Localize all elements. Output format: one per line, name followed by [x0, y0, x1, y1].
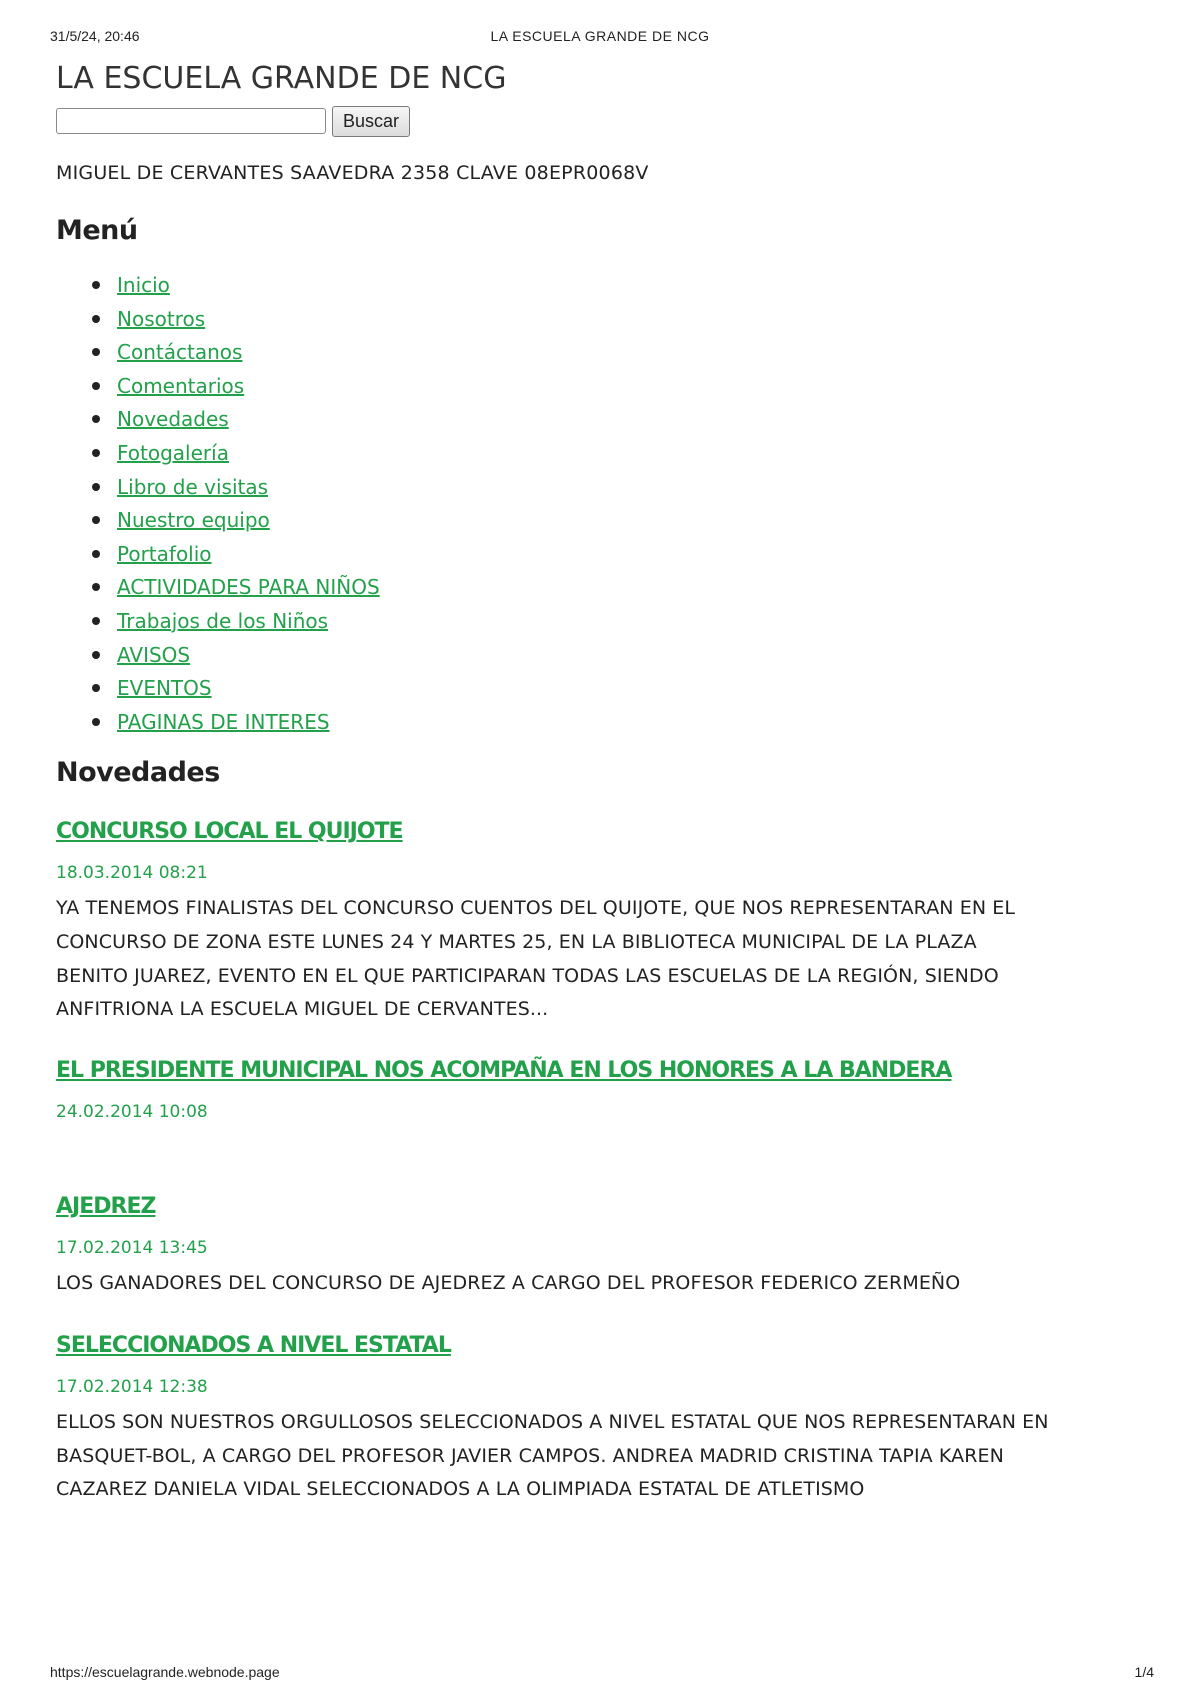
menu-link[interactable]: Libro de visitas [117, 474, 269, 499]
menu-item [56, 371, 1146, 405]
menu-link[interactable]: Inicio [117, 273, 170, 297]
menu-link[interactable]: Portafolio [117, 541, 212, 566]
news-item [56, 1332, 1146, 1507]
menu-link[interactable]: Nuestro equipo [117, 508, 270, 533]
news-title-link[interactable]: EL PRESIDENTE MUNICIPAL NOS ACOMPAÑA EN LOS HONORES A LA BANDERA [56, 1057, 952, 1083]
menu-item [56, 505, 1146, 539]
menu-link[interactable]: Fotogalería [117, 440, 229, 465]
menu-item [56, 707, 1146, 741]
print-title: LA ESCUELA GRANDE DE NCG [490, 28, 710, 44]
menu-link[interactable]: EVENTOS [117, 676, 212, 701]
news-title-link[interactable]: CONCURSO LOCAL EL QUIJOTE [56, 819, 403, 845]
menu-item [56, 337, 1146, 371]
news-item [56, 818, 1146, 1026]
bullet-icon [92, 684, 100, 692]
news-item [56, 1193, 1146, 1301]
print-header [0, 28, 1200, 48]
news-list [56, 818, 1146, 1507]
menu-link[interactable]: Novedades [117, 407, 229, 432]
bullet-icon [92, 718, 100, 726]
menu-list [56, 270, 1146, 740]
menu-link[interactable]: ACTIVIDADES PARA NIÑOS [117, 575, 380, 600]
menu-item [56, 304, 1146, 338]
bullet-icon [92, 449, 100, 457]
bullet-icon [92, 415, 100, 423]
news-body-line: CONCURSO DE ZONA ESTE LUNES 24 Y MARTES 25, EN LA BIBLIOTECA MUNICIPAL DE LA PLAZA [56, 930, 977, 953]
page-content [56, 60, 1146, 1507]
news-body-line: ANFITRIONA LA ESCUELA MIGUEL DE CERVANTES... [56, 998, 549, 1021]
news-body [56, 892, 1146, 1026]
school-info: MIGUEL DE CERVANTES SAAVEDRA 2358 CLAVE 08EPR0068V [56, 162, 649, 184]
news-body-line: LOS GANADORES DEL CONCURSO DE AJEDREZ A CARGO DEL PROFESOR FEDERICO ZERMEÑO [56, 1271, 961, 1294]
menu-link[interactable]: Trabajos de los Niños [117, 608, 329, 633]
menu-link[interactable]: Nosotros [117, 306, 206, 331]
bullet-icon [92, 483, 100, 491]
news-body [56, 1406, 1146, 1507]
news-body-line: ELLOS SON NUESTROS ORGULLOSOS SELECCIONADOS A NIVEL ESTATAL QUE NOS REPRESENTARAN EN [56, 1411, 1049, 1434]
bullet-icon [92, 516, 100, 524]
print-footer [0, 1664, 1200, 1684]
news-date: 24.02.2014 10:08 [56, 1101, 208, 1122]
search-input[interactable] [56, 108, 326, 134]
bullet-icon [92, 550, 100, 558]
menu-link[interactable]: PAGINAS DE INTERES [117, 709, 330, 734]
news-spacer [56, 1123, 1146, 1149]
news-body [56, 1267, 1146, 1301]
novedades-heading: Novedades [56, 757, 220, 789]
menu-item [56, 270, 1146, 304]
search-button[interactable]: Buscar [332, 106, 410, 137]
news-date: 18.03.2014 08:21 [56, 863, 208, 884]
menu-item [56, 404, 1146, 438]
news-date: 17.02.2014 13:45 [56, 1237, 208, 1258]
bullet-icon [92, 583, 100, 591]
search-form [56, 104, 1146, 138]
news-date: 17.02.2014 12:38 [56, 1377, 208, 1398]
menu-link[interactable]: AVISOS [117, 642, 191, 667]
bullet-icon [92, 382, 100, 390]
bullet-icon [92, 315, 100, 323]
news-body-line: BENITO JUAREZ, EVENTO EN EL QUE PARTICIPARAN TODAS LAS ESCUELAS DE LA REGIÓN, SIENDO [56, 964, 999, 987]
print-date: 31/5/24, 20:46 [50, 28, 140, 44]
news-item [56, 1057, 1146, 1149]
menu-link[interactable]: Comentarios [117, 373, 245, 398]
menu-link[interactable]: Contáctanos [117, 340, 243, 365]
menu-item [56, 640, 1146, 674]
news-title-link[interactable]: SELECCIONADOS A NIVEL ESTATAL [56, 1333, 451, 1359]
bullet-icon [92, 651, 100, 659]
news-body-line: CAZAREZ DANIELA VIDAL SELECCIONADOS A LA OLIMPIADA ESTATAL DE ATLETISMO [56, 1478, 865, 1501]
menu-item [56, 539, 1146, 573]
news-body-line: BASQUET-BOL, A CARGO DEL PROFESOR JAVIER CAMPOS. ANDREA MADRID CRISTINA TAPIA KAREN [56, 1444, 1004, 1467]
print-page-number: 1/4 [1134, 1664, 1154, 1680]
site-title: LA ESCUELA GRANDE DE NCG [56, 61, 507, 96]
print-url: https://escuelagrande.webnode.page [50, 1664, 280, 1680]
menu-item [56, 572, 1146, 606]
news-body-line: YA TENEMOS FINALISTAS DEL CONCURSO CUENTOS DEL QUIJOTE, QUE NOS REPRESENTARAN EN EL [56, 897, 1016, 920]
menu-heading: Menú [56, 215, 138, 246]
menu-item [56, 438, 1146, 472]
bullet-icon [92, 617, 100, 625]
news-title-link[interactable]: AJEDREZ [56, 1193, 156, 1219]
bullet-icon [92, 348, 100, 356]
bullet-icon [92, 281, 100, 289]
menu-item [56, 472, 1146, 506]
menu-item [56, 673, 1146, 707]
menu-item [56, 606, 1146, 640]
